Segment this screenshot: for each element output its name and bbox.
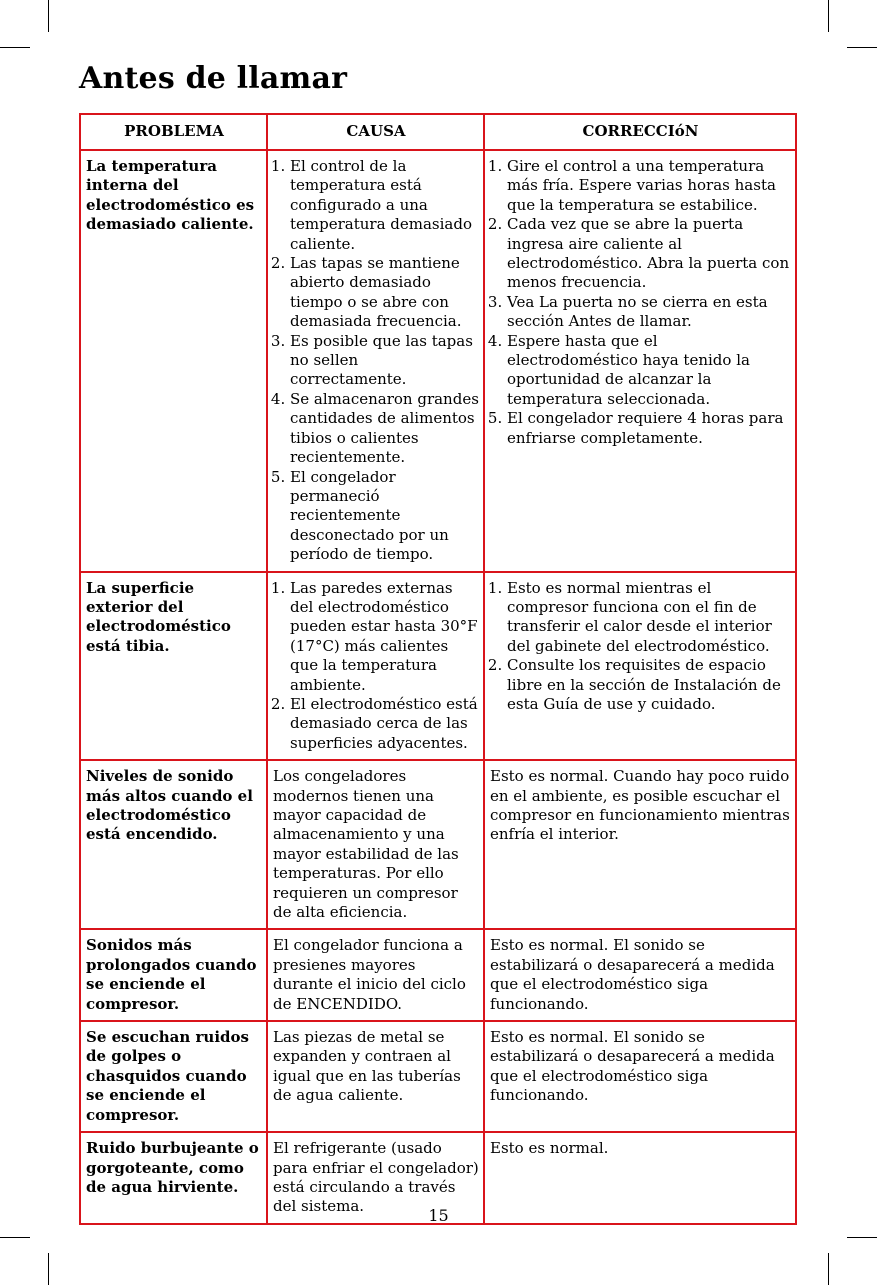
cause-item: 2. El electrodoméstico está demasiado cerca de las superficies adyacentes. <box>290 695 479 753</box>
problem-cell: Ruido burbujeante o gorgoteante, como de agua hirviente. <box>80 1132 267 1224</box>
crop-mark <box>847 47 877 48</box>
header-cause: CAUSA <box>267 114 484 150</box>
problem-cell: Sonidos más prolongados cuando se enciende el compresor. <box>80 929 267 1021</box>
problem-cell: Niveles de sonido más altos cuando el electrodoméstico está encendido. <box>80 760 267 929</box>
correction-item: 2. Cada vez que se abre la puerta ingresa aire caliente al electrodoméstico. Abra la puerta con menos frecuencia. <box>507 215 791 293</box>
correction-item: 5. El congelador requiere 4 horas para enfriarse completamente. <box>507 409 791 448</box>
correction-list <box>490 579 791 715</box>
crop-mark <box>828 1253 829 1285</box>
correction-cell: Esto es normal. Cuando hay poco ruido en el ambiente, es posible escuchar el compresor en funcionamiento mientras enfría el interior. <box>484 760 796 929</box>
crop-mark <box>48 0 49 32</box>
crop-mark <box>0 47 30 48</box>
cause-item: 3. Es posible que las tapas no sellen correctamente. <box>290 332 479 390</box>
table-row <box>80 1021 796 1132</box>
cause-cell: El congelador funciona a presienes mayores durante el inicio del ciclo de ENCENDIDO. <box>267 929 484 1021</box>
correction-list <box>490 157 791 448</box>
correction-item: 1. Esto es normal mientras el compresor funciona con el fin de transferir el calor desde el interior del gabinete del electrodoméstico. <box>507 579 791 657</box>
correction-cell <box>484 150 796 572</box>
cause-item: 1. Las paredes externas del electrodoméstico pueden estar hasta 30°F (17°C) más calientes que la temperatura ambiente. <box>290 579 479 695</box>
cause-item: 4. Se almacenaron grandes cantidades de alimentos tibios o calientes recientemente. <box>290 390 479 468</box>
correction-item: 3. Vea La puerta no se cierra en esta sección Antes de llamar. <box>507 293 791 332</box>
header-problem: PROBLEMA <box>80 114 267 150</box>
table-header-row <box>80 114 796 150</box>
cause-list <box>273 579 479 754</box>
cause-item: 1. El control de la temperatura está configurado a una temperatura demasiado caliente. <box>290 157 479 254</box>
cause-cell: Las piezas de metal se expanden y contraen al igual que en las tuberías de agua caliente. <box>267 1021 484 1132</box>
cause-cell: Los congeladores modernos tienen una mayor capacidad de almacenamiento y una mayor estabilidad de las temperaturas. Por ello requieren un compresor de alta eficiencia. <box>267 760 484 929</box>
troubleshooting-table <box>79 113 797 1225</box>
crop-mark <box>48 1253 49 1285</box>
crop-mark <box>828 0 829 32</box>
correction-item: 2. Consulte los requisites de espacio libre en la sección de Instalación de esta Guía de use y cuidado. <box>507 656 791 714</box>
crop-mark <box>0 1237 30 1238</box>
cause-cell <box>267 150 484 572</box>
table-row <box>80 572 796 761</box>
cause-list <box>273 157 479 565</box>
correction-cell: Esto es normal. El sonido se estabilizará o desaparecerá a medida que el electrodoméstico siga funcionando. <box>484 929 796 1021</box>
page-title: Antes de llamar <box>79 61 348 96</box>
correction-item: 4. Espere hasta que el electrodoméstico haya tenido la oportunidad de alcanzar la temperatura seleccionada. <box>507 332 791 410</box>
crop-mark <box>847 1237 877 1238</box>
table-row <box>80 150 796 572</box>
correction-cell <box>484 572 796 761</box>
cause-item: 5. El congelador permaneció recientemente desconectado por un período de tiempo. <box>290 468 479 565</box>
problem-cell: La temperatura interna del electrodoméstico es demasiado caliente. <box>80 150 267 572</box>
header-correction: CORRECCIóN <box>484 114 796 150</box>
table-row <box>80 760 796 929</box>
cause-cell: El refrigerante (usado para enfriar el congelador) está circulando a través del sistema. <box>267 1132 484 1224</box>
cause-cell <box>267 572 484 761</box>
problem-cell: Se escuchan ruidos de golpes o chasquidos cuando se enciende el compresor. <box>80 1021 267 1132</box>
page-number: 15 <box>428 1206 449 1225</box>
problem-cell: La superficie exterior del electrodoméstico está tibia. <box>80 572 267 761</box>
correction-cell: Esto es normal. <box>484 1132 796 1224</box>
table-row <box>80 929 796 1021</box>
cause-item: 2. Las tapas se mantiene abierto demasiado tiempo o se abre con demasiada frecuencia. <box>290 254 479 332</box>
correction-item: 1. Gire el control a una temperatura más fría. Espere varias horas hasta que la temperatura se estabilice. <box>507 157 791 215</box>
correction-cell: Esto es normal. El sonido se estabilizará o desaparecerá a medida que el electrodoméstico siga funcionando. <box>484 1021 796 1132</box>
